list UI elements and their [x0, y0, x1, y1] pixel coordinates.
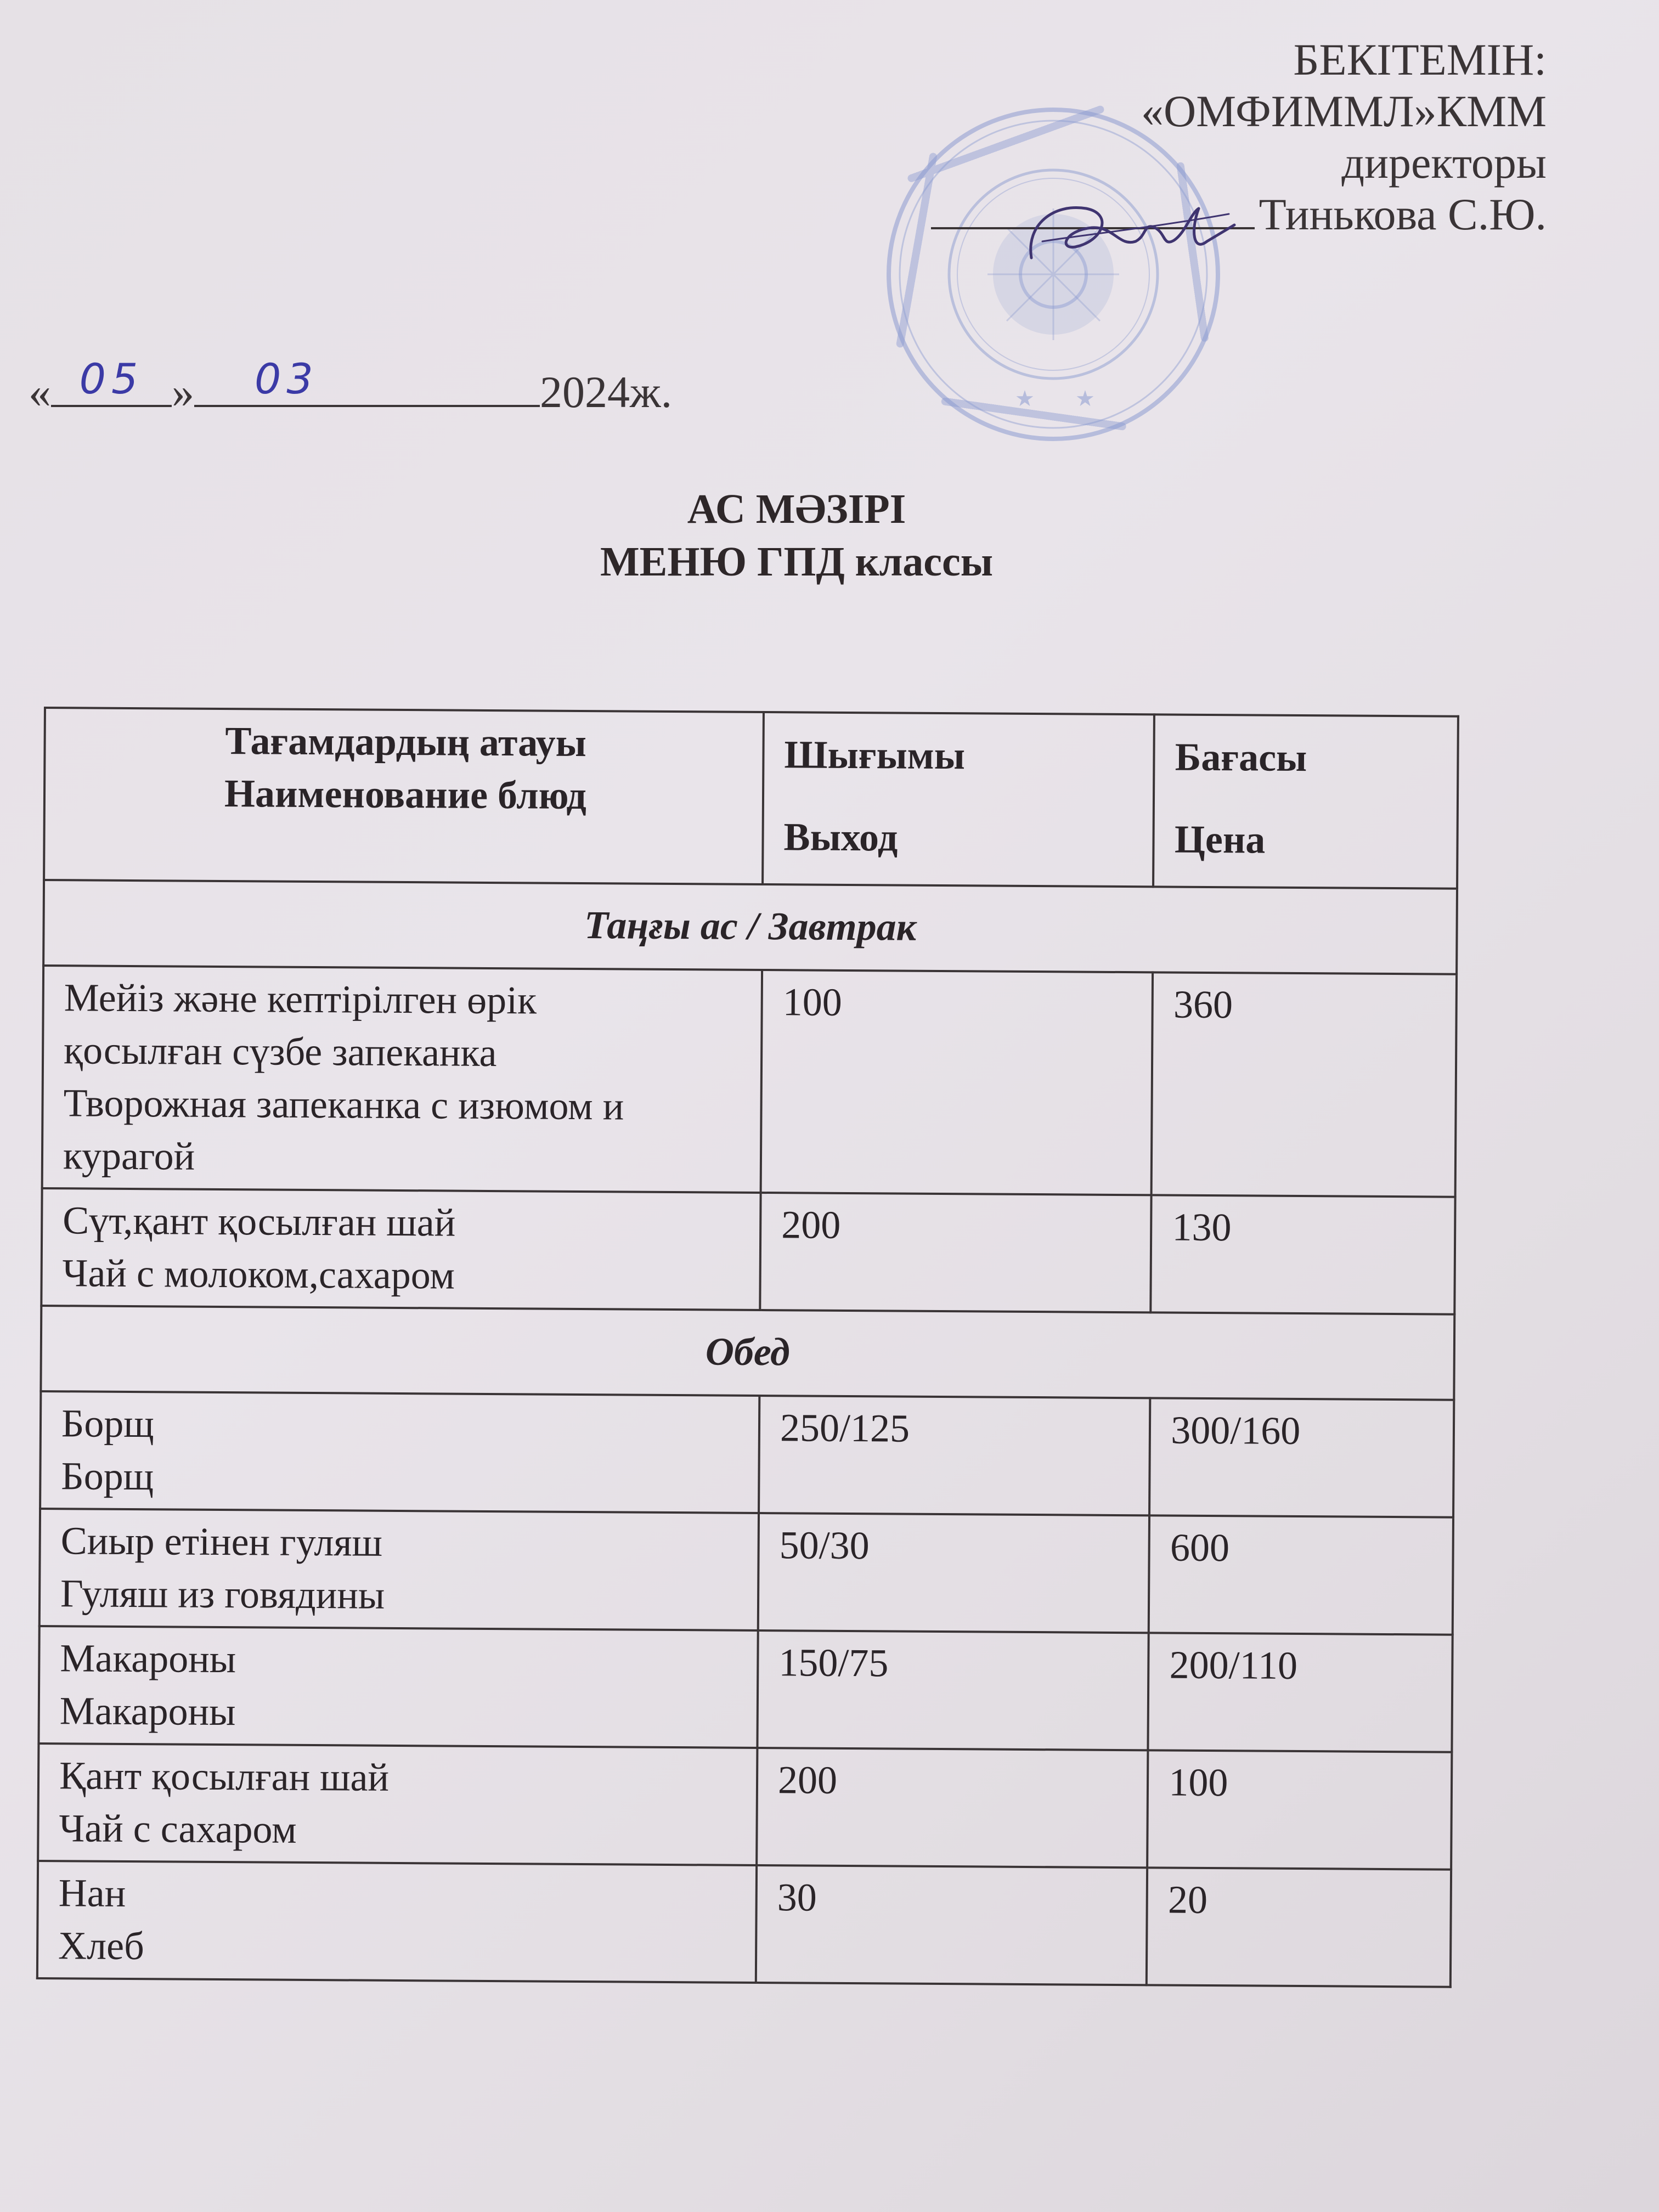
dish-output-cell: 250/125 — [759, 1396, 1150, 1515]
table-row — [37, 1861, 1451, 1987]
dish-name-cell — [38, 1743, 757, 1865]
dish-output-cell: 200 — [757, 1748, 1148, 1867]
section-row — [43, 880, 1457, 974]
date-day-handwritten: 05 — [79, 354, 144, 403]
dish-price-cell: 360 — [1152, 972, 1457, 1197]
dish-output-cell: 30 — [756, 1865, 1148, 1985]
dish-name-line: Мейіз және кептірілген өрік — [64, 975, 537, 1023]
date-month-handwritten: 03 — [255, 354, 319, 403]
date-day-blank — [51, 354, 172, 407]
dish-name-line: Қант қосылған шай — [59, 1753, 390, 1799]
dish-output-cell: 200 — [760, 1193, 1152, 1312]
dish-output-cell: 100 — [761, 970, 1153, 1195]
dish-name-line: Творожная запеканка с изюмом и — [63, 1081, 624, 1128]
table-row — [41, 1188, 1455, 1314]
date-open-quote: « — [29, 367, 51, 417]
menu-title-kk: АС МӘЗІРІ — [687, 486, 906, 532]
dish-price-cell: 200/110 — [1148, 1633, 1453, 1752]
dish-name-line: курагой — [63, 1133, 195, 1178]
document-date — [29, 354, 673, 418]
dish-name-cell — [37, 1861, 757, 1983]
dish-name-line: Гуляш из говядины — [60, 1571, 385, 1617]
header-dish-name — [44, 708, 764, 884]
approval-signer-name: Тинькова С.Ю. — [1259, 189, 1547, 239]
section-title: Таңғы ас / Завтрак — [43, 880, 1457, 974]
table-row — [38, 1626, 1452, 1752]
dish-name-line: қосылған сүзбе запеканка — [63, 1028, 497, 1075]
dish-name-line: Борщ — [61, 1401, 155, 1446]
dish-name-cell — [42, 966, 762, 1193]
dish-price-cell: 600 — [1149, 1515, 1453, 1634]
approval-position: директоры — [1341, 138, 1547, 188]
svg-text:★: ★ — [1015, 386, 1035, 411]
menu-title-ru: МЕНЮ ГПД классы — [600, 539, 994, 585]
dish-price-cell: 300/160 — [1149, 1398, 1454, 1517]
table-header-row — [44, 708, 1458, 889]
section-title: Обед — [41, 1306, 1454, 1400]
header-dish-name-ru: Наименование блюд — [224, 771, 587, 818]
header-price — [1153, 714, 1458, 888]
table-row — [40, 1509, 1453, 1635]
dish-name-line: Чай с сахаром — [59, 1806, 297, 1852]
dish-price-cell: 130 — [1151, 1195, 1455, 1314]
menu-title — [0, 483, 1593, 588]
header-output — [763, 712, 1154, 887]
date-month-blank — [194, 354, 540, 407]
date-year: 2024ж. — [540, 367, 673, 417]
dish-name-cell — [40, 1509, 759, 1630]
dish-name-cell — [40, 1391, 759, 1513]
dish-output-cell: 150/75 — [757, 1630, 1149, 1750]
table-row — [40, 1391, 1454, 1517]
handwritten-signature — [1009, 176, 1240, 285]
dish-name-line: Сиыр етінен гуляш — [60, 1519, 383, 1565]
dish-name-line: Сүт,қант қосылған шай — [63, 1198, 456, 1245]
dish-name-line: Нан — [58, 1871, 126, 1915]
menu-table — [36, 707, 1459, 1988]
dish-output-cell: 50/30 — [758, 1513, 1150, 1633]
header-price-kk: Бағасы — [1175, 735, 1307, 780]
dish-name-line: Борщ — [61, 1454, 154, 1499]
svg-text:★: ★ — [1075, 386, 1095, 411]
dish-price-cell: 20 — [1147, 1867, 1451, 1987]
dish-name-cell — [38, 1626, 758, 1748]
dish-name-line: Макароны — [60, 1636, 236, 1681]
header-price-ru: Цена — [1174, 817, 1266, 862]
header-output-ru: Выход — [783, 815, 898, 860]
dish-name-cell — [41, 1188, 760, 1310]
dish-name-line: Хлеб — [58, 1923, 144, 1968]
header-dish-name-kk: Тағамдардың атауы — [225, 719, 587, 765]
section-row — [41, 1306, 1454, 1400]
dish-price-cell: 100 — [1147, 1750, 1452, 1869]
date-close-quote: » — [172, 367, 194, 417]
header-output-kk: Шығымы — [784, 732, 966, 778]
dish-name-line: Макароны — [59, 1689, 236, 1734]
approval-organization: «ОМФИММЛ»КММ — [1141, 86, 1547, 136]
table-row — [42, 966, 1457, 1197]
dish-name-line: Чай с молоком,сахаром — [62, 1251, 455, 1297]
approval-heading: БЕКІТЕМІН: — [1293, 35, 1547, 84]
table-row — [38, 1743, 1452, 1870]
menu-table-body — [37, 880, 1457, 1987]
